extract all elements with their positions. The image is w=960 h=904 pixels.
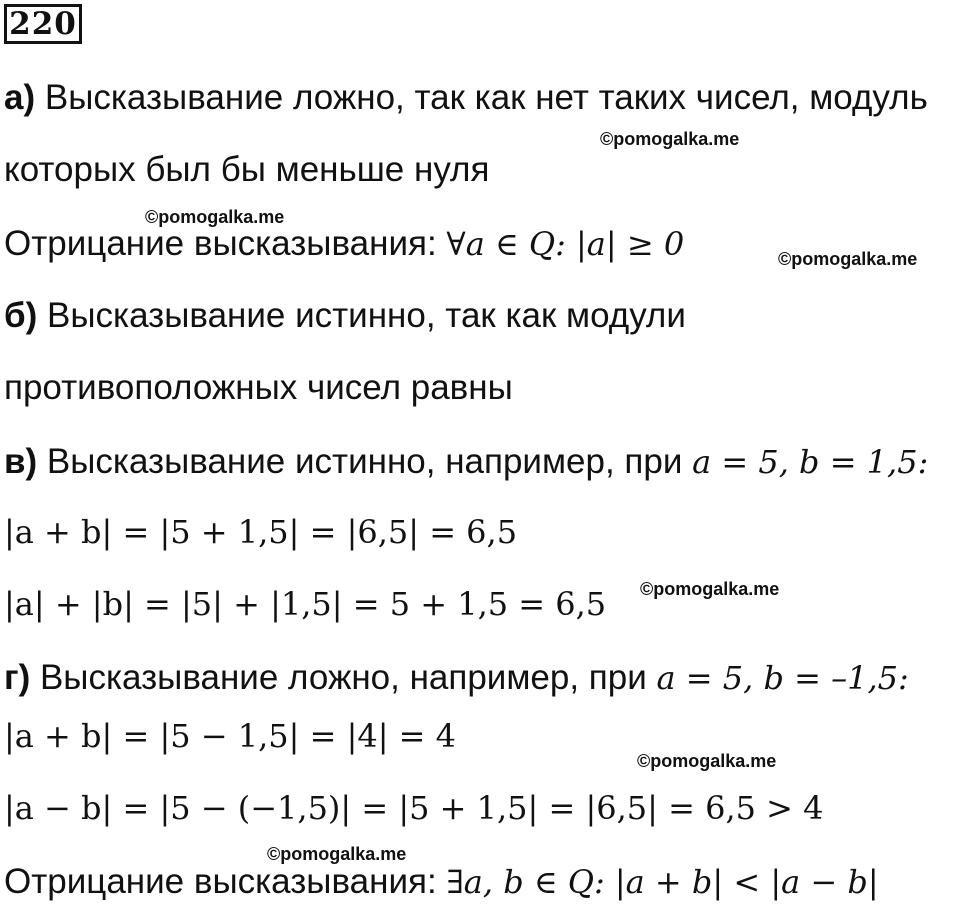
part-a-line-2: которых был бы меньше нуля [4,150,490,189]
part-g-label: г) [4,658,31,697]
part-g-negation [4,860,879,904]
part-v-label: в) [4,442,38,481]
part-g-equation-1 [4,714,456,758]
part-b-line-2: противоположных чисел равны [4,368,513,407]
part-a-statement: Высказывание ложно, так как нет таких чисел, модуль [35,78,928,117]
problem-number: 220 [4,4,82,44]
watermark: ©pomogalka.me [778,249,918,269]
part-a-negation [4,222,684,266]
watermark: ©pomogalka.me [600,129,740,149]
part-g-line-1 [4,656,909,700]
part-g-statement: Высказывание ложно, например, при [30,658,657,697]
part-v-equation-1 [4,510,517,554]
part-g-negation-prefix: Отрицание высказывания: [4,862,447,901]
part-b-label: б) [4,296,38,335]
watermark: ©pomogalka.me [637,751,777,771]
watermark: ©pomogalka.me [145,207,285,227]
part-g-values: a = 5, b = –1,5: [656,659,909,697]
part-v-values: a = 5, b = 1,5: [692,443,929,481]
part-a-negation-formula: ∀a ∈ Q: |a| ≥ 0 [446,225,685,263]
part-v-line-1 [4,440,928,484]
part-v-statement: Высказывание истинно, например, при [37,442,693,481]
part-v-eq2: |a| + |b| = |5| + |1,5| = 5 + 1,5 = 6,5 [4,585,607,623]
part-v-eq1: |a + b| = |5 + 1,5| = |6,5| = 6,5 [4,513,518,551]
part-g-eq1: |a + b| = |5 − 1,5| = |4| = 4 [4,717,456,755]
part-b-statement: Высказывание истинно, так как модули [37,296,686,335]
part-a-negation-prefix: Отрицание высказывания: [4,224,447,263]
part-v-equation-2 [4,582,606,626]
part-a-line-1 [4,76,928,120]
watermark: ©pomogalka.me [640,579,780,599]
part-g-equation-2 [4,786,823,830]
part-a-label: а) [4,78,36,117]
part-g-negation-formula: ∃a, b ∈ Q: |a + b| < |a − b| [446,863,879,901]
part-b-line-1 [4,294,686,338]
watermark: ©pomogalka.me [267,844,407,864]
part-g-eq2: |a − b| = |5 − (−1,5)| = |5 + 1,5| = |6,5| = 6,5 > 4 [4,789,824,827]
